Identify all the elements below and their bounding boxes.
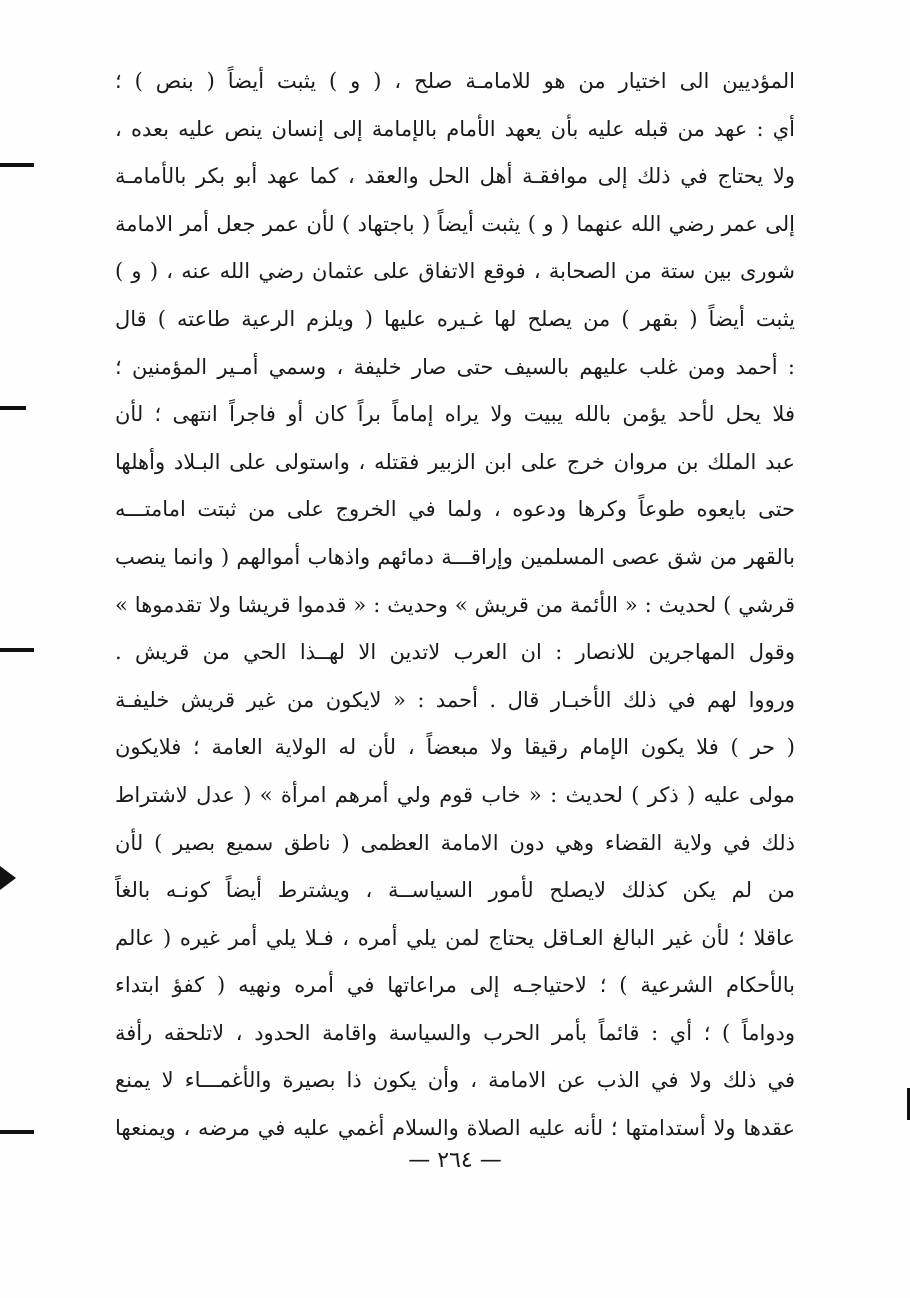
text-line: إلى عمر رضي الله عنهما ( و ) يثبت أيضاً ( باجتهاد ) لأن عمر جعل أمر الامامة (115, 211, 795, 236)
text-line: ودواماً ) ؛ أي : قائماً بأمر الحرب والسياسة واقامة الحدود ، لاتلحقه رأفة (115, 1020, 795, 1045)
text-line: أي : عهد من قبله عليه بأن يعهد الأمام بالإمامة إلى إنسان ينص عليه بعده ، (115, 116, 795, 141)
text-line: بالقهر من شق عصى المسلمين وإراقـــة دمائهم واذهاب أموالهم ( وانما ينصب (115, 544, 795, 569)
margin-dash (0, 163, 34, 167)
margin-dash (0, 648, 34, 652)
text-line: : أحمد ومن غلب عليهم بالسيف حتى صار خليفة ، وسمي أمـير المؤمنين ؛ (115, 354, 795, 379)
text-line: عقدها ولا أستدامتها ؛ لأنه عليه الصلاة والسلام أغمي عليه في مرضه ، ويمنعها (115, 1116, 795, 1141)
body-text (115, 58, 795, 1153)
text-line: عاقلا ؛ لأن غير البالغ العـاقل يحتاج لمن يلي أمره ، فـلا يلي أمر غيره ( عالم (115, 925, 795, 950)
margin-dash (0, 406, 26, 410)
text-line: شورى بين ستة من الصحابة ، فوقع الاتفاق على عثمان رضي الله عنه ، ( و ) (115, 259, 795, 284)
text-line: المؤديين الى اختيار من هو للامامـة صلح ، ( و ) يثبت أيضاً ( بنص ) ؛ (115, 69, 795, 93)
text-line: قرشي ) لحديث : « الأئمة من قريش » وحديث : « قدموا قريشا ولا تقدموها » (115, 592, 795, 617)
text-line: في ذلك ولا في الذب عن الامامة ، وأن يكون ذا بصيرة والأغمـــاء لا يمنع (115, 1068, 795, 1093)
text-line: بالأحكام الشرعية ) ؛ لاحتياجـه إلى مراعاتها في أمره ونهيه ( كفؤ ابتداء (115, 973, 795, 998)
page-number: — ٢٦٤ — (408, 1148, 502, 1173)
text-line: عبد الملك بن مروان خرج على ابن الزبير فقتله ، واستولى على البـلاد وأهلها (115, 449, 795, 474)
text-line: حتى بايعوه طوعاً وكرها ودعوه ، ولما في الخروج على من ثبتت امامتـــه (115, 497, 795, 522)
text-line: مولى عليه ( ذكر ) لحديث : « خاب قوم ولي أمرهم امرأة » ( عدل لاشتراط (115, 782, 795, 807)
text-line: وقول المهاجرين للانصار : ان العرب لاتدين الا لهــذا الحي من قريش . (115, 640, 795, 665)
text-line: ( حر ) فلا يكون الإمام رقيقا ولا مبعضاً ، لأن له الولاية العامة ؛ فلايكون (115, 735, 795, 760)
margin-dash (0, 1130, 34, 1134)
margin-arrow-mark (0, 866, 16, 890)
text-line: ورووا لهم في ذلك الأخبـار قال . أحمد : « لايكون من غير قريش خليفـة (115, 687, 795, 712)
text-line: ذلك في ولاية القضاء وهي دون الامامة العظمى ( ناطق سميع بصير ) لأن (115, 830, 795, 855)
text-line: ولا يحتاج في ذلك إلى موافقـة أهل الحل والعقد ، كما عهد أبو بكر بالأمامـة (115, 164, 795, 189)
text-line: من لم يكن كذلك لايصلح لأمور السياســة ، ويشترط أيضاً كونـه بالغاً (115, 878, 795, 903)
text-line: يثبت أيضاً ( بقهر ) من يصلح لها غـيره عليها ( ويلزم الرعية طاعته ) قال (115, 306, 795, 331)
text-line: فلا يحل لأحد يؤمن بالله يبيت ولا يراه إماماً براً كان أو فاجراً انتهى ؛ لأن (115, 402, 795, 427)
